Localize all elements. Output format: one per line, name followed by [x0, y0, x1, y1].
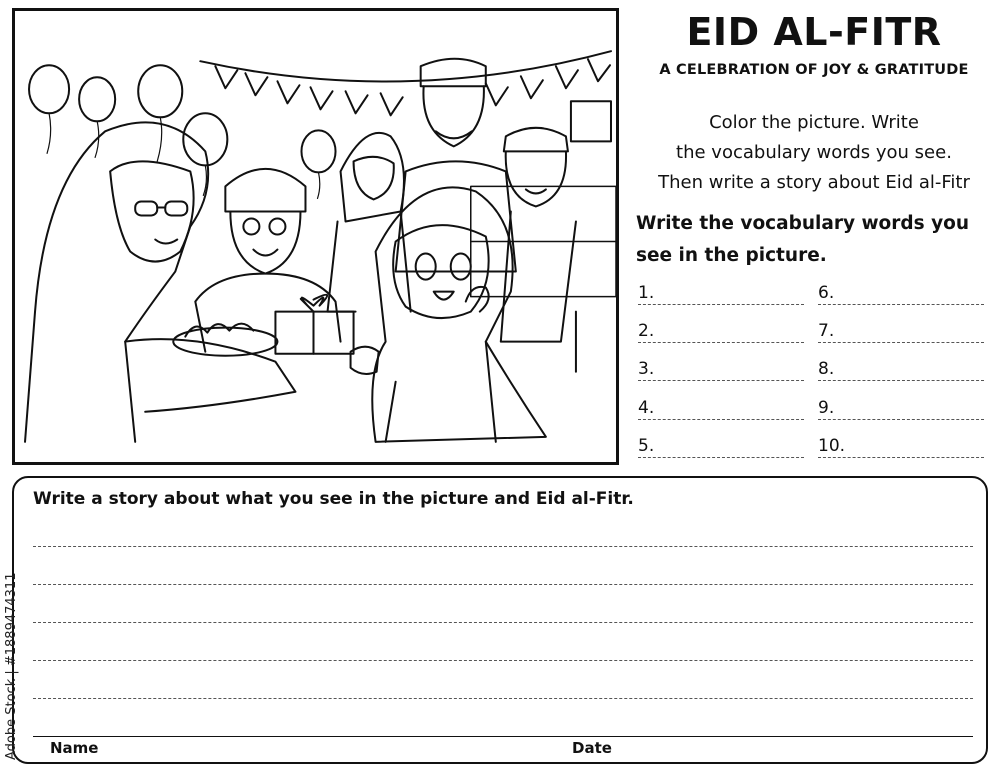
- vocab-line-2[interactable]: 2.: [638, 321, 804, 343]
- story-writing-line[interactable]: [33, 698, 973, 699]
- instruction-line: Then write a story about Eid al-Fitr: [658, 172, 970, 193]
- instruction-line: the vocabulary words you see.: [676, 142, 952, 163]
- vocab-prompt: Write the vocabulary words you see in the picture.: [636, 213, 970, 266]
- name-date-line: [33, 736, 973, 737]
- page-subtitle: A CELEBRATION OF JOY & GRATITUDE: [659, 62, 969, 78]
- name-label: Name: [50, 739, 99, 757]
- grandmother-arm: [125, 339, 295, 412]
- vocab-line-8[interactable]: 8.: [818, 359, 984, 381]
- vocab-line-1[interactable]: 1.: [638, 283, 804, 305]
- story-prompt: Write a story about what you see in the picture and Eid al-Fitr.: [33, 489, 634, 509]
- main-girl-fist: [466, 287, 489, 312]
- coloring-illustration: [12, 8, 619, 465]
- page-title: EID AL-FITR: [686, 10, 942, 54]
- balloon: [79, 77, 115, 121]
- girl-hijab: [341, 133, 404, 222]
- story-writing-line[interactable]: [33, 546, 973, 547]
- boy-cap: [504, 128, 568, 152]
- vocab-line-6[interactable]: 6.: [818, 283, 984, 305]
- balloon: [29, 65, 69, 113]
- grandfather-cap: [225, 169, 305, 212]
- boy-face: [506, 151, 566, 206]
- father-cap: [421, 59, 486, 87]
- vocab-line-7[interactable]: 7.: [818, 321, 984, 343]
- instructions: [628, 108, 1000, 198]
- vocab-line-5[interactable]: 5.: [638, 436, 804, 458]
- balloon: [138, 65, 182, 117]
- date-label: Date: [572, 739, 612, 757]
- vocab-line-3[interactable]: 3.: [638, 359, 804, 381]
- bunting-string: [200, 51, 611, 81]
- vocab-line-4[interactable]: 4.: [638, 398, 804, 420]
- wall-picture: [571, 101, 611, 141]
- grandmother-hijab: [25, 122, 208, 441]
- story-writing-line[interactable]: [33, 584, 973, 585]
- story-writing-line[interactable]: [33, 622, 973, 623]
- eid-family-scene: [15, 11, 616, 462]
- vocab-line-9[interactable]: 9.: [818, 398, 984, 420]
- balloon: [183, 113, 227, 165]
- stock-watermark-id: Adobe Stock | #1889474311: [4, 572, 19, 760]
- story-writing-line[interactable]: [33, 660, 973, 661]
- story-box: [12, 476, 988, 764]
- grandfather-face: [230, 211, 300, 273]
- vocab-line-10[interactable]: 10.: [818, 436, 984, 458]
- instruction-line: Color the picture. Write: [709, 112, 919, 133]
- grandmother-face: [110, 161, 193, 261]
- balloon: [301, 130, 335, 172]
- main-girl-hijab: [372, 187, 546, 441]
